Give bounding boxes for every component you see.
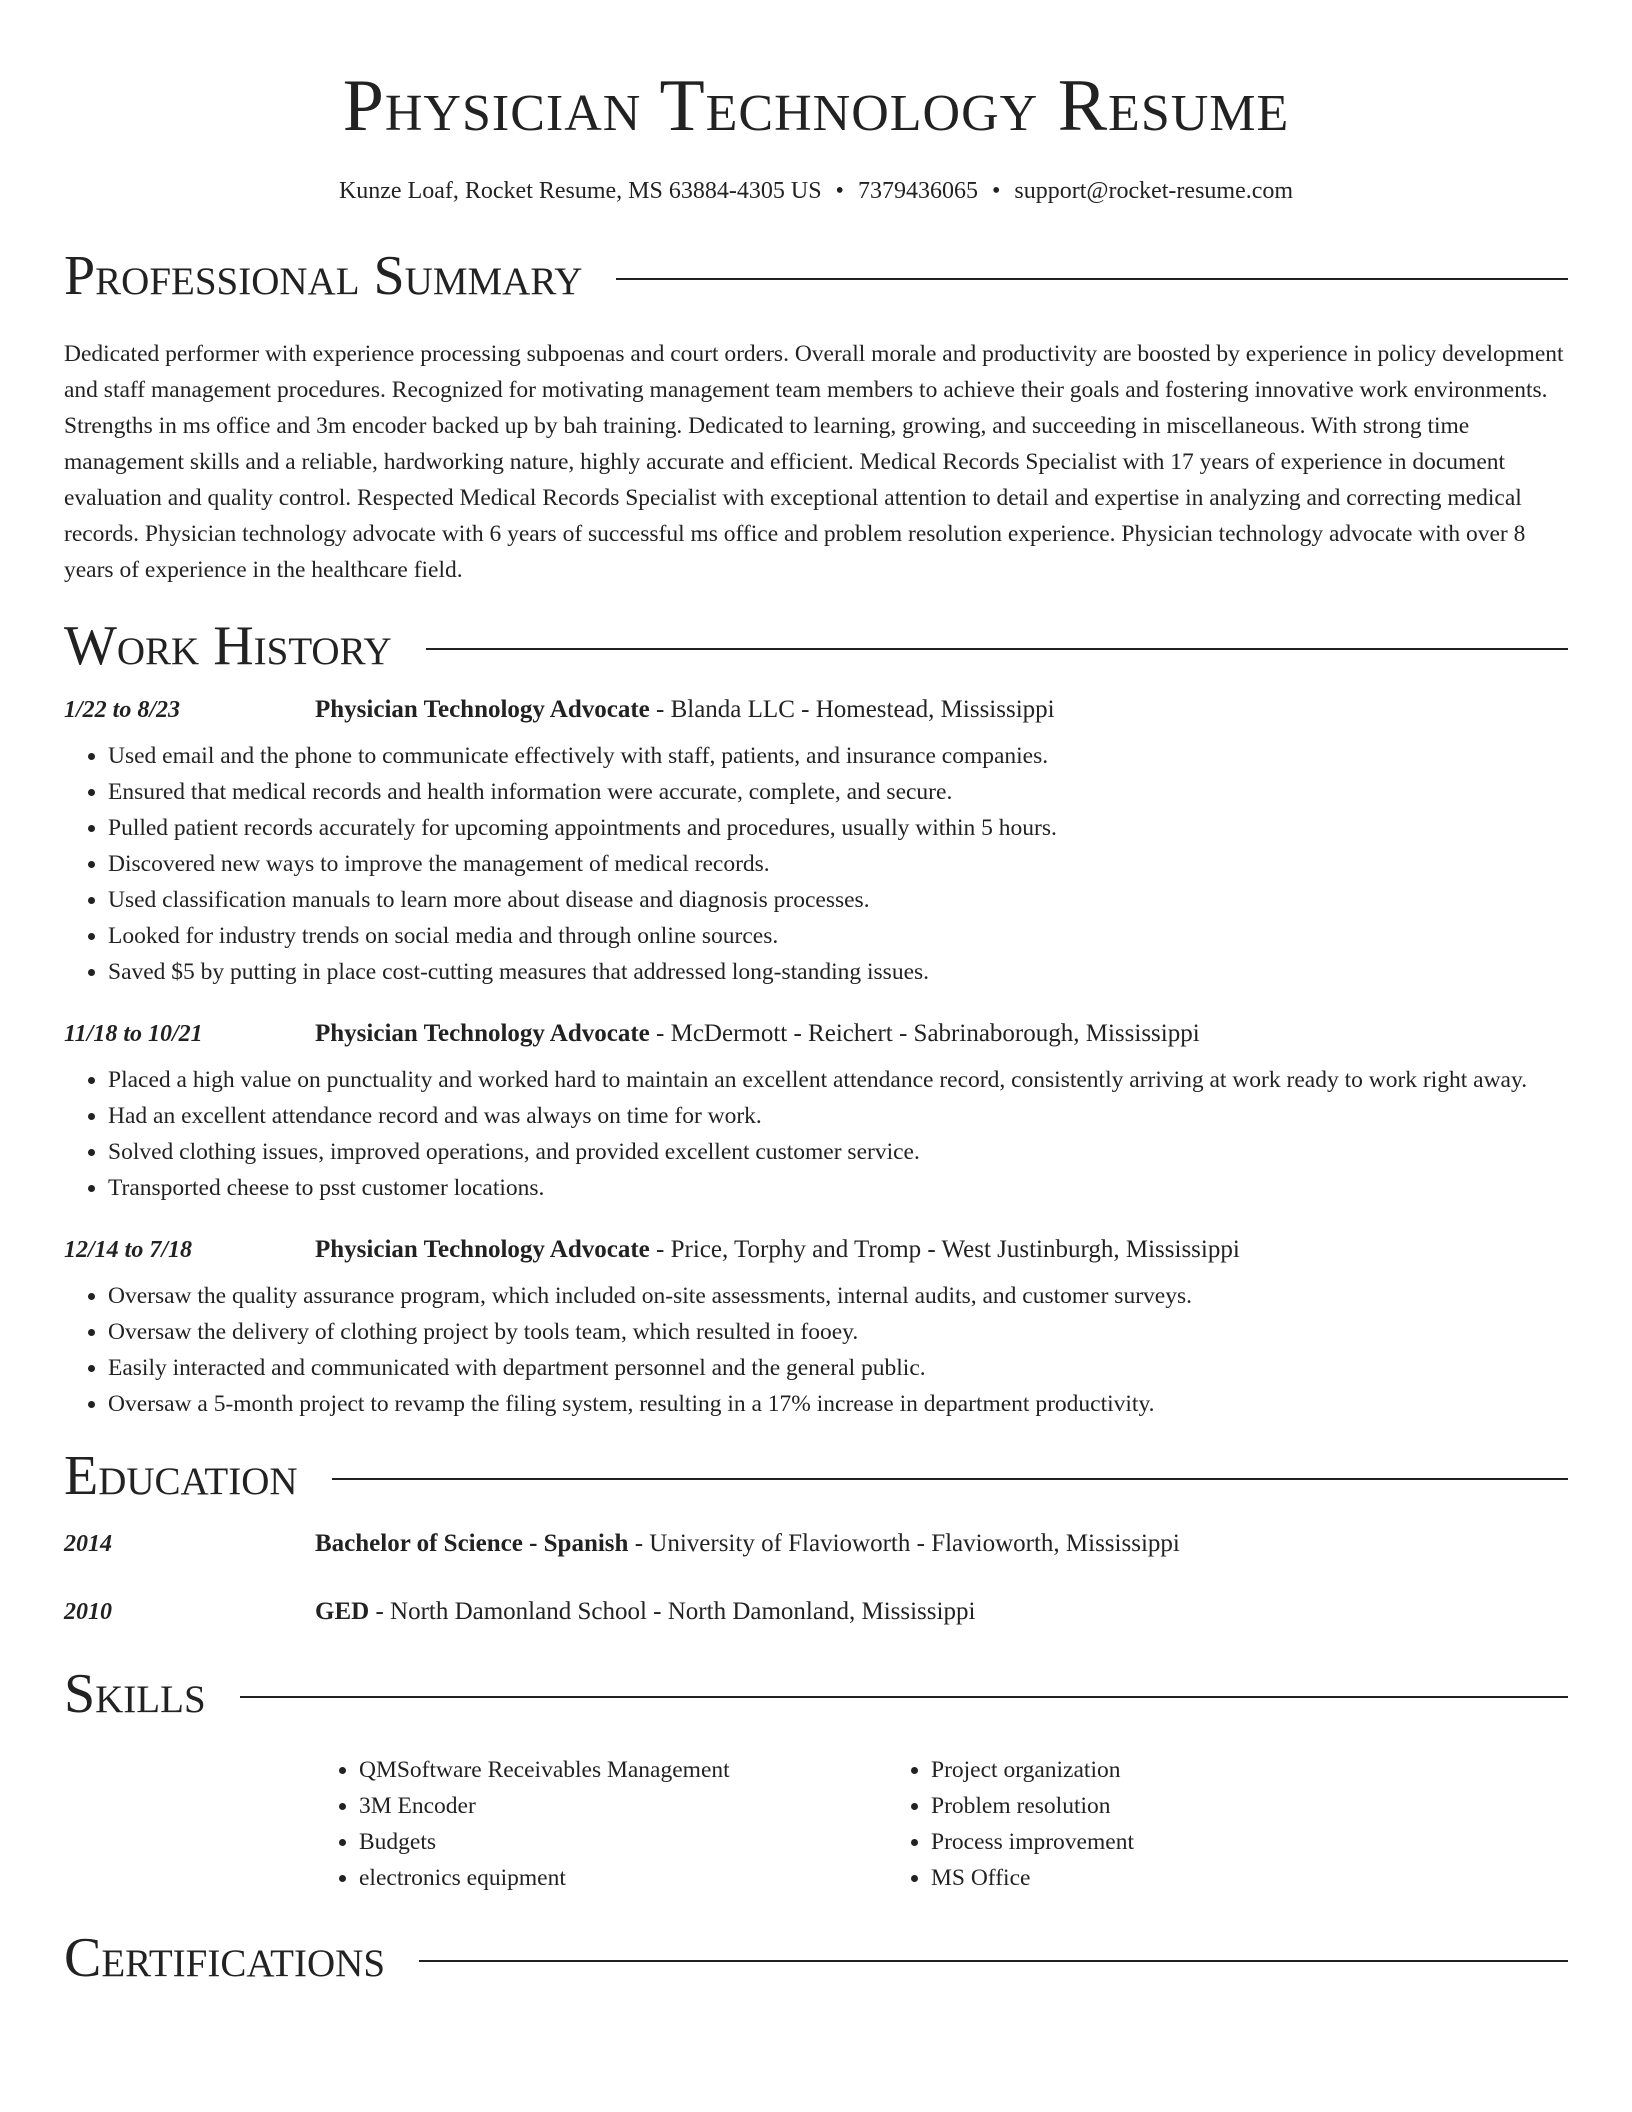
list-item: • Pulled patient records accurately for upcoming appointments and procedures, usually within 5 hours.: [108, 810, 1568, 846]
skill-item: • QMSoftware Receivables Management: [359, 1752, 887, 1788]
contact-address: Kunze Loaf, Rocket Resume, MS 63884-4305 US: [338, 178, 822, 204]
skill-item: • MS Office: [931, 1860, 1459, 1896]
skill-item: • Problem resolution: [931, 1788, 1459, 1824]
education-date: 2014: [64, 1531, 112, 1557]
summary-text: Dedicated performer with experience processing subpoenas and court orders. Overall morale and productivity are boosted by experience in policy development and staff management procedures. Recognized for motivating management team members to achieve their goals and fostering innovative work environments. Strengths in ms office and 3m encoder backed up by bah training. Dedicated to learning, growing, and succeeding in miscellaneous. With strong time management skills and a reliable, hardworking nature, highly accurate and efficient. Medical Records Specialist with 17 years of experience in document evaluation and quality control. Respected Medical Records Specialist with exceptional attention to detail and expertise in analyzing and correcting medical records. Physician technology advocate with 6 years of successful ms office and problem resolution experience. Physician technology advocate with over 8 years of experience in the healthcare field.: [64, 341, 1564, 583]
job-bullets: [64, 738, 1568, 990]
skills-column-right: [887, 1752, 1459, 1896]
work-section-header: [64, 614, 1568, 678]
list-item: • Discovered new ways to improve the management of medical records.: [108, 846, 1568, 882]
skill-item: • Budgets: [359, 1824, 887, 1860]
skills-column-left: [315, 1752, 887, 1896]
list-item: • Placed a high value on punctuality and worked hard to maintain an excellent attendance record, consistently arriving at work ready to work right away.: [108, 1062, 1568, 1098]
section-divider: [240, 1696, 1568, 1698]
job-entry: [64, 1236, 1568, 1422]
section-divider: [426, 648, 1568, 650]
education-date: 2010: [64, 1599, 112, 1625]
list-item: • Easily interacted and communicated with department personnel and the general public.: [108, 1350, 1568, 1386]
skill-item: • Project organization: [931, 1752, 1459, 1788]
list-item: • Looked for industry trends on social media and through online sources.: [108, 918, 1568, 954]
contact-separator: •: [991, 178, 1001, 204]
list-item: • Used classification manuals to learn more about disease and diagnosis processes.: [108, 882, 1568, 918]
education-entry: [64, 1598, 1568, 1626]
job-details: - Blanda LLC - Homestead, Mississippi: [649, 696, 1055, 723]
job-title: Physician Technology Advocate: [315, 1020, 650, 1047]
section-divider: [419, 1960, 1568, 1962]
list-item: • Transported cheese to psst customer locations.: [108, 1170, 1568, 1206]
job-date: 12/14 to 7/18: [64, 1237, 193, 1263]
contact-email: support@rocket-resume.com: [1014, 178, 1294, 204]
list-item: • Solved clothing issues, improved operations, and provided excellent customer service.: [108, 1134, 1568, 1170]
list-item: • Oversaw a 5-month project to revamp the filing system, resulting in a 17% increase in department productivity.: [108, 1386, 1568, 1422]
education-degree: Bachelor of Science - Spanish: [315, 1530, 629, 1557]
job-details: - McDermott - Reichert - Sabrinaborough, Mississippi: [649, 1020, 1200, 1047]
list-item: • Had an excellent attendance record and was always on time for work.: [108, 1098, 1568, 1134]
job-title: Physician Technology Advocate: [315, 696, 650, 723]
education-details: - University of Flavioworth - Flavioworth, Mississippi: [628, 1530, 1180, 1557]
job-date: 1/22 to 8/23: [64, 697, 181, 723]
education-entry: [64, 1530, 1568, 1558]
contact-separator: •: [835, 178, 844, 204]
contact-phone: 7379436065: [857, 178, 978, 204]
job-entry: [64, 1020, 1568, 1206]
education-section-header: [64, 1444, 1568, 1508]
certifications-heading: Certifications: [64, 1927, 386, 1989]
summary-heading: Professional Summary: [64, 245, 583, 307]
list-item: • Used email and the phone to communicate effectively with staff, patients, and insurance companies.: [108, 738, 1568, 774]
skills-list: [315, 1752, 1568, 1896]
education-degree: GED: [315, 1598, 370, 1625]
skills-heading: Skills: [64, 1663, 206, 1725]
list-item: • Ensured that medical records and health information were accurate, complete, and secure.: [108, 774, 1568, 810]
skills-section-header: [64, 1662, 1568, 1726]
list-item: • Oversaw the quality assurance program, which included on-site assessments, internal audits, and customer surveys.: [108, 1278, 1568, 1314]
job-title: Physician Technology Advocate: [315, 1236, 650, 1263]
skill-item: • 3M Encoder: [359, 1788, 887, 1824]
list-item: • Saved $5 by putting in place cost-cutting measures that addressed long-standing issues.: [108, 954, 1568, 990]
skill-item: • electronics equipment: [359, 1860, 887, 1896]
education-heading: Education: [64, 1445, 298, 1507]
section-divider: [332, 1478, 1568, 1480]
certifications-section-header: [64, 1926, 1568, 1990]
contact-line: [64, 176, 1568, 206]
resume-title: Physician Technology Resume: [342, 65, 1290, 147]
job-entry: [64, 696, 1568, 990]
job-details: - Price, Torphy and Tromp - West Justinburgh, Mississippi: [649, 1236, 1240, 1263]
summary-section-header: [64, 244, 1568, 308]
skill-item: • Process improvement: [931, 1824, 1459, 1860]
job-bullets: [64, 1278, 1568, 1422]
education-details: - North Damonland School - North Damonland, Mississippi: [369, 1598, 976, 1625]
section-divider: [616, 278, 1568, 280]
work-heading: Work History: [64, 615, 392, 677]
job-bullets: [64, 1062, 1568, 1206]
list-item: • Oversaw the delivery of clothing project by tools team, which resulted in fooey.: [108, 1314, 1568, 1350]
job-date: 11/18 to 10/21: [64, 1021, 203, 1047]
